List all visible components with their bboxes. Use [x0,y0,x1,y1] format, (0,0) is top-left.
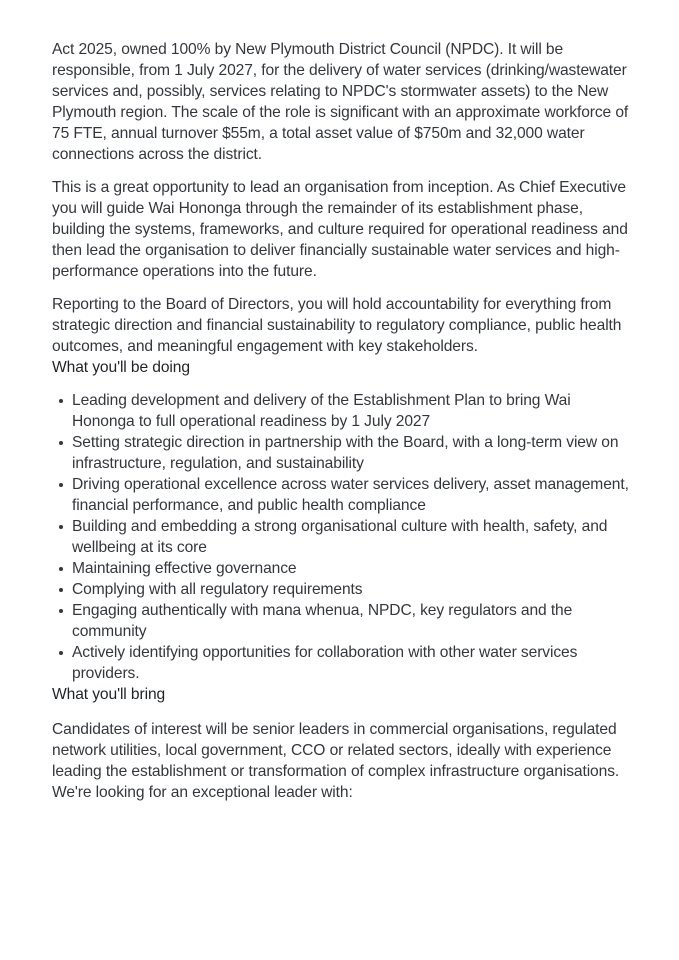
bring-paragraph: Candidates of interest will be senior leaders in commercial organisations, regulated network utilities, local government, CCO or related sectors, ideally with experience leading the establishment or transformation of complex infrastructure organisations. We're looking for an exceptional leader with: [52,721,620,801]
list-item [52,558,632,579]
list-item-text: Leading development and delivery of the Establishment Plan to bring Wai Hononga to full operational readiness by 1 July 2027 [72,392,571,430]
doing-list [52,390,632,684]
bullet-icon [59,567,63,571]
list-item [52,579,632,600]
list-item [52,600,632,642]
intro-paragraph: Act 2025, owned 100% by New Plymouth District Council (NPDC). It will be responsible, from 1 July 2027, for the delivery of water services (drinking/wastewater services and, possibly, services relating to NPDC's stormwater assets) to the New Plymouth region. The scale of the role is significant with an approximate workforce of 75 FTE, annual turnover $55m, a total asset value of $750m and 32,000 water connections across the district. [52,41,629,163]
list-item-text: Actively identifying opportunities for collaboration with other water services providers. [72,644,578,682]
bullet-icon [59,651,63,655]
list-item [52,474,632,516]
bullet-icon [59,483,63,487]
bullet-icon [59,609,63,613]
list-item-text: Driving operational excellence across water services delivery, asset management, financial performance, and public health compliance [72,476,629,514]
bullet-icon [59,399,63,403]
doing-heading: What you'll be doing [52,359,190,376]
list-item-text: Engaging authentically with mana whenua, NPDC, key regulators and the community [72,602,573,640]
bring-heading: What you'll bring [52,686,166,703]
list-item-text: Complying with all regulatory requirements [72,581,363,598]
bullet-icon [59,525,63,529]
list-item [52,642,632,684]
list-item-text: Maintaining effective governance [72,560,297,577]
list-item [52,390,632,432]
opportunity-paragraph: This is a great opportunity to lead an organisation from inception. As Chief Executive you will guide Wai Hononga through the remainder of its establishment phase, building the systems, frameworks, and culture required for operational readiness and then lead the organisation to deliver financially sustainable water services and high-performance operations into the future. [52,179,628,280]
reporting-paragraph: Reporting to the Board of Directors, you will hold accountability for everything from strategic direction and financial sustainability to regulatory compliance, public health outcomes, and meaningful engagement with key stakeholders. [52,296,622,355]
list-item [52,432,632,474]
list-item [52,516,632,558]
bullet-icon [59,441,63,445]
list-item-text: Setting strategic direction in partnership with the Board, with a long-term view on infrastructure, regulation, and sustainability [72,434,619,472]
bullet-icon [59,588,63,592]
list-item-text: Building and embedding a strong organisational culture with health, safety, and wellbeing at its core [72,518,608,556]
